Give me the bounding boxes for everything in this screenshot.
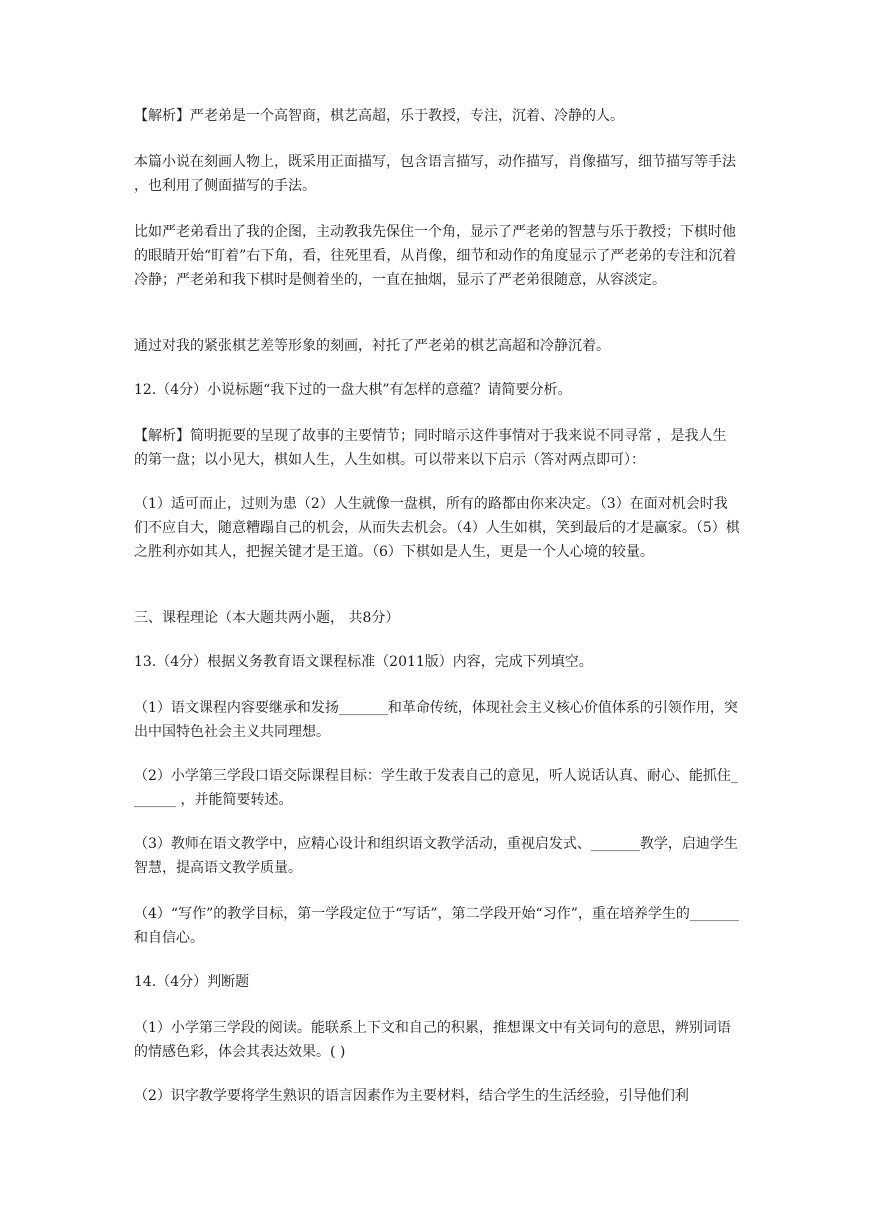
question-13-item-2: （2）小学第三学段口语交际课程目标：学生敢于发表自己的意见，听人说话认真、耐心、能抓住_______ ，并能简要转述。 bbox=[134, 768, 738, 808]
analysis-paragraph-5: 【解析】简明扼要的呈现了故事的主要情节；同时暗示这件事情对于我来说不同寻常 ，是我人生的第一盘；以小见大，棋如人生，人生如棋。可以带来以下启示（答对两点即可）： bbox=[134, 428, 727, 468]
question-14-item-2: （2）识字教学要将学生熟识的语言因素作为主要材料，结合学生的生活经验，引导他们利 bbox=[134, 1088, 689, 1104]
analysis-paragraph-2: 本篇小说在刻画人物上，既采用正面描写，包含语言描写，动作描写，肖像描写，细节描写等手法 ，也利用了侧面描写的手法。 bbox=[134, 154, 736, 194]
analysis-paragraph-3: 比如严老弟看出了我的企图，主动教我先保住一个角，显示了严老弟的智慧与乐于教授；下棋时他的眼睛开始“盯着”右下角，看，往死里看，从肖像，细节和动作的角度显示了严老弟的专注和沉着冷静；严老弟和我下棋时是侧着坐的，一直在抽烟，显示了严老弟很随意，从容淡定。 bbox=[134, 224, 737, 288]
analysis-paragraph-4: 通过对我的紧张棋艺差等形象的刻画，衬托了严老弟的棋艺高超和冷静沉着。 bbox=[134, 338, 610, 354]
question-13: 13.（4分）根据义务教育语文课程标准（2011版）内容，完成下列填空。 bbox=[134, 654, 593, 670]
analysis-paragraph-1: 【解析】严老弟是一个高智商，棋艺高超，乐于教授，专注，沉着、冷静的人。 bbox=[134, 108, 624, 124]
question-13-item-4: （4）“写作”的教学目标，第一学段定位于“写话”，第二学段开始“习作”，重在培养学生的_______和自信心。 bbox=[134, 906, 739, 946]
answer-list-paragraph: （1）适可而止，过则为患（2）人生就像一盘棋，所有的路都由你来决定。（3）在面对机会时我们不应自大，随意糟蹋自己的机会，从而失去机会。（4）人生如棋，笑到最后的才是赢家。（5）棋之胜利亦如其人，把握关键才是王道。（6）下棋如是人生，更是一个人心境的较量。 bbox=[134, 496, 740, 560]
question-13-item-1: （1）语文课程内容要继承和发扬_______和革命传统，体现社会主义核心价值体系的引领作用，突出中国特色社会主义共同理想。 bbox=[134, 700, 738, 740]
section-heading-3: 三、课程理论（本大题共两小题， 共8分） bbox=[134, 610, 400, 626]
question-13-item-3: （3）教师在语文教学中，应精心设计和组织语文教学活动，重视启发式、_______教学，启迪学生智慧，提高语文教学质量。 bbox=[134, 836, 738, 876]
question-12: 12.（4分）小说标题“我下过的一盘大棋”有怎样的意蕴？请简要分析。 bbox=[134, 382, 572, 398]
question-14: 14.（4分）判断题 bbox=[134, 974, 250, 990]
question-14-item-1: （1）小学第三学段的阅读。能联系上下文和自己的积累，推想课文中有关词句的意思，辨别词语的情感色彩，体会其表达效果。( ) bbox=[134, 1020, 731, 1060]
